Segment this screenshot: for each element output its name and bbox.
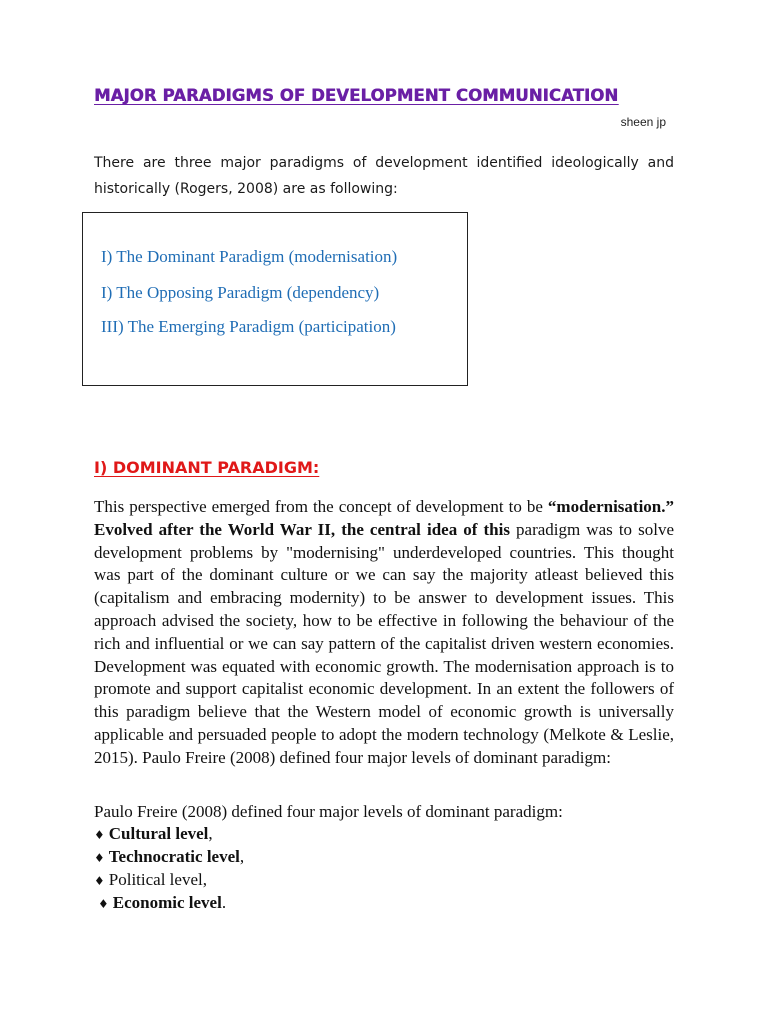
paragraph-text-bold: “modernisation.” Evolved after the World War II, the central idea of this — [94, 497, 674, 539]
section-heading-dominant-paradigm: I) DOMINANT PARADIGM: — [94, 458, 320, 477]
diamond-bullet-icon: ♦ — [94, 851, 105, 865]
level-label: Economic level — [112, 893, 222, 912]
author-name: sheen jp — [620, 115, 666, 129]
level-suffix: , — [202, 870, 207, 889]
level-item-economic — [98, 893, 226, 913]
intro-paragraph: There are three major paradigms of development identified ideologically and historically (Rogers, 2008) are as following: — [94, 155, 674, 197]
level-label: Cultural level — [108, 824, 209, 843]
level-suffix: , — [239, 847, 245, 866]
diamond-bullet-icon: ♦ — [94, 874, 105, 888]
paragraph-text-rest: paradigm was to solve development problems by "modernising" underdeveloped countries. This thought was part of the dominant culture or we can say the majority atleast believed this (capitalism and embracing modernity) to be answer to development issues. This approach advised the society, how to be effective in following the behaviour of the rich and influential or we can say pattern of the capitalist driven western economies. Development was equated with economic growth. The modernisation approach is to promote and support capitalist economic development. In an extent the followers of this paradigm believe that the Western model of economic growth is universally applicable and persuaded people to adopt the modern technology (Melkote & Leslie, 2015). Paulo Freire (2008) defined four major levels of dominant paradigm: — [94, 519, 674, 767]
paradigm-item-emerging: III) The Emerging Paradigm (participation) — [101, 317, 396, 336]
dominant-paradigm-paragraph — [94, 496, 674, 770]
levels-intro: Paulo Freire (2008) defined four major levels of dominant paradigm: — [94, 802, 563, 821]
paradigm-item-opposing: I) The Opposing Paradigm (dependency) — [101, 283, 380, 302]
level-item-political — [94, 870, 207, 890]
level-suffix: , — [208, 824, 213, 843]
paradigm-item-dominant: I) The Dominant Paradigm (modernisation) — [101, 247, 398, 266]
diamond-bullet-icon: ♦ — [94, 828, 105, 842]
level-label: Political level — [108, 870, 203, 889]
paradigm-box — [82, 212, 468, 386]
level-item-technocratic — [94, 847, 244, 867]
level-item-cultural — [94, 824, 213, 844]
paragraph-text-start: This perspective emerged from the concept of development to be — [94, 497, 548, 516]
level-label: Technocratic level — [108, 847, 240, 866]
level-suffix: . — [221, 893, 227, 912]
diamond-bullet-icon: ♦ — [98, 897, 109, 911]
document-title: MAJOR PARADIGMS OF DEVELOPMENT COMMUNICATION — [94, 86, 619, 105]
